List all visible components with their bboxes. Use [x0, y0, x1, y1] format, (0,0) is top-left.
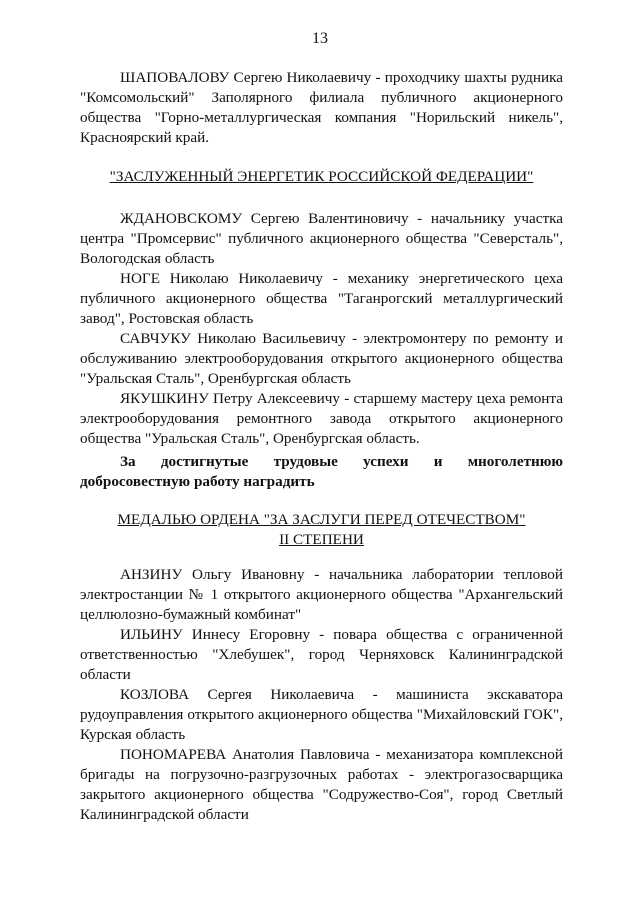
awardee-entry: АНЗИНУ Ольгу Ивановну - начальника лаборатории тепловой электростанции № 1 открытого акционерного общества "Архангельский целлюлозно-бумажный комбинат" [80, 566, 563, 623]
awardee-entry: ЖДАНОВСКОМУ Сергею Валентиновичу - начальнику участка центра "Промсервис" публичного акционерного общества "Северсталь", Вологодская область [80, 210, 563, 267]
section-energetik-awardees [80, 209, 563, 449]
medal-heading-line2: II СТЕПЕНИ [279, 531, 364, 548]
awardee-entry: САВЧУКУ Николаю Васильевичу - электромонтеру по ремонту и обслуживанию электрооборудования открытого акционерного общества "Уральская Сталь", Оренбургская область [80, 330, 563, 387]
awardee-entry: КОЗЛОВА Сергея Николаевича - машиниста экскаватора рудоуправления открытого акционерного общества "Михайловский ГОК", Курская область [80, 686, 563, 743]
section-mining-awardees [80, 68, 563, 148]
page-number: 13 [312, 30, 328, 47]
award-intro-block [80, 452, 563, 492]
award-title-medal [80, 510, 563, 550]
section-heading: "ЗАСЛУЖЕННЫЙ ЭНЕРГЕТИК РОССИЙСКОЙ ФЕДЕРАЦИИ" [109, 168, 534, 185]
medal-heading-line1: МЕДАЛЬЮ ОРДЕНА "ЗА ЗАСЛУГИ ПЕРЕД ОТЕЧЕСТВОМ" [117, 511, 526, 528]
award-title-energetik [80, 167, 563, 187]
section-medal-awardees [80, 565, 563, 825]
award-intro: За достигнутые трудовые успехи и многолетнюю добросовестную работу наградить [80, 453, 563, 490]
awardee-entry: ИЛЬИНУ Иннесу Егоровну - повара общества с ограниченной ответственностью "Хлебушек", город Черняховск Калининградской области [80, 626, 563, 683]
awardee-entry: ЯКУШКИНУ Петру Алексеевичу - старшему мастеру цеха ремонта электрооборудования ремонтного завода открытого акционерного общества "Уральская Сталь", Оренбургская область. [80, 390, 563, 447]
awardee-entry: ШАПОВАЛОВУ Сергею Николаевичу - проходчику шахты рудника "Комсомольский" Заполярного филиала публичного акционерного общества "Горно-металлургическая компания "Норильский никель", Красноярский край. [80, 69, 563, 146]
awardee-entry: НОГЕ Николаю Николаевичу - механику энергетического цеха публичного акционерного общества "Таганрогский металлургический завод", Ростовская область [80, 270, 563, 327]
awardee-entry: ПОНОМАРЕВА Анатолия Павловича - механизатора комплексной бригады на погрузочно-разгрузочных работах - электрогазосварщика закрытого акционерного общества "Содружество-Соя", город Светлый Калининградской области [80, 746, 563, 823]
